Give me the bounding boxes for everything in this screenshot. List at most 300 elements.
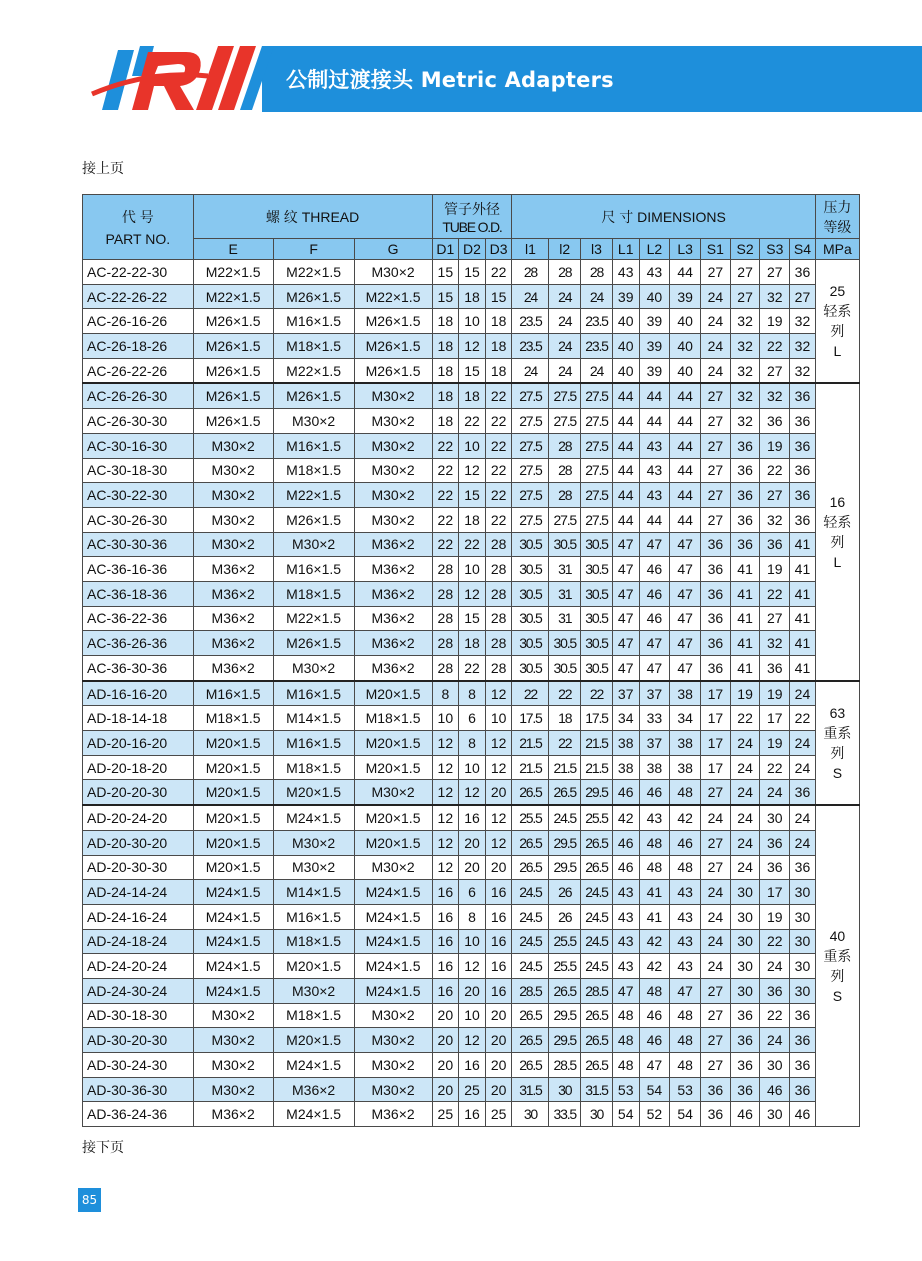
part-number-cell: AC-22-22-30 (83, 260, 194, 285)
table-cell: 8 (459, 681, 486, 706)
table-cell: M30×2 (354, 1028, 432, 1053)
table-cell: 40 (670, 309, 701, 334)
table-cell: 22 (432, 458, 459, 483)
table-cell: 36 (790, 507, 816, 532)
part-number-cell: AC-36-16-36 (83, 557, 194, 582)
table-cell: 43 (639, 483, 670, 508)
table-cell: M20×1.5 (273, 954, 354, 979)
table-cell: 24 (512, 358, 549, 383)
table-cell: M30×2 (354, 383, 432, 408)
table-cell: 12 (459, 780, 486, 805)
table-cell: 21.5 (581, 731, 613, 756)
table-cell: 22 (459, 532, 486, 557)
table-cell: 24 (701, 929, 731, 954)
table-cell: 8 (459, 731, 486, 756)
table-cell: M20×1.5 (193, 731, 273, 756)
table-cell: 41 (730, 656, 760, 681)
table-cell: 40 (670, 358, 701, 383)
table-cell: 12 (432, 805, 459, 830)
table-cell: 12 (485, 830, 512, 855)
table-cell: 32 (760, 284, 790, 309)
table-cell: 26.5 (512, 780, 549, 805)
table-row (83, 557, 860, 582)
table-cell: 20 (485, 1003, 512, 1028)
table-cell: 43 (639, 458, 670, 483)
table-cell: 38 (670, 755, 701, 780)
part-number-cell: AD-30-24-30 (83, 1053, 194, 1078)
table-cell: 22 (485, 458, 512, 483)
table-cell: 47 (639, 631, 670, 656)
part-number-cell: AC-26-22-26 (83, 358, 194, 383)
table-cell: 36 (730, 507, 760, 532)
tube-od-header (432, 195, 512, 239)
table-cell: 22 (790, 706, 816, 731)
table-cell: M36×2 (193, 656, 273, 681)
table-cell: M20×1.5 (273, 1028, 354, 1053)
table-row (83, 409, 860, 434)
part-number-cell: AD-36-24-36 (83, 1102, 194, 1127)
pressure-class-line: 40 (829, 928, 846, 945)
table-row (83, 631, 860, 656)
table-row (83, 1003, 860, 1028)
table-cell: 30 (730, 929, 760, 954)
table-cell: M16×1.5 (193, 681, 273, 706)
table-cell: 20 (485, 1028, 512, 1053)
table-cell: 43 (639, 433, 670, 458)
table-cell: 36 (730, 483, 760, 508)
part-number-cell: AD-20-30-20 (83, 830, 194, 855)
table-cell: 54 (670, 1102, 701, 1127)
table-cell: 43 (612, 260, 639, 285)
table-cell: 30 (730, 880, 760, 905)
table-cell: 6 (459, 880, 486, 905)
table-cell: 31.5 (512, 1077, 549, 1102)
table-cell: 30 (512, 1102, 549, 1127)
table-cell: 10 (459, 557, 486, 582)
table-cell: 19 (760, 681, 790, 706)
table-cell: 48 (612, 1053, 639, 1078)
table-cell: 26.5 (581, 1003, 613, 1028)
table-cell: 22 (760, 755, 790, 780)
table-cell: M20×1.5 (193, 805, 273, 830)
table-cell: M20×1.5 (354, 830, 432, 855)
table-cell: 12 (459, 334, 486, 359)
column-header: D2 (459, 239, 486, 260)
table-cell: 27 (760, 483, 790, 508)
table-cell: M16×1.5 (273, 557, 354, 582)
table-cell: 30.5 (549, 631, 581, 656)
table-cell: 19 (760, 731, 790, 756)
table-cell: 12 (485, 731, 512, 756)
table-cell: 36 (760, 532, 790, 557)
table-cell: 24.5 (512, 929, 549, 954)
table-cell: 44 (639, 409, 670, 434)
table-cell: 30 (790, 954, 816, 979)
table-cell: 12 (459, 581, 486, 606)
table-cell: 36 (790, 1077, 816, 1102)
table-cell: 24 (730, 805, 760, 830)
table-cell: 42 (612, 805, 639, 830)
table-cell: 27.5 (549, 409, 581, 434)
table-cell: 31 (549, 557, 581, 582)
table-cell: M24×1.5 (354, 880, 432, 905)
column-header: L1 (612, 239, 639, 260)
table-cell: M30×2 (354, 507, 432, 532)
table-cell: 27 (701, 458, 731, 483)
part-no-header-en: PART NO. (105, 231, 171, 247)
table-cell: M26×1.5 (193, 334, 273, 359)
table-cell: M30×2 (354, 1003, 432, 1028)
table-cell: M24×1.5 (354, 978, 432, 1003)
table-cell: 22 (512, 681, 549, 706)
table-cell: M16×1.5 (273, 681, 354, 706)
table-cell: M30×2 (354, 260, 432, 285)
table-cell: 36 (790, 383, 816, 408)
table-cell: 25.5 (549, 929, 581, 954)
table-cell: M36×2 (354, 1102, 432, 1127)
table-cell: M18×1.5 (273, 929, 354, 954)
table-cell: 24 (760, 780, 790, 805)
table-cell: 28 (432, 557, 459, 582)
table-cell: 12 (459, 458, 486, 483)
table-cell: 46 (639, 581, 670, 606)
part-number-cell: AC-30-30-36 (83, 532, 194, 557)
dimensions-header: 尺 寸 DIMENSIONS (512, 195, 815, 239)
table-cell: 28 (485, 656, 512, 681)
pressure-unit-header: MPa (815, 239, 859, 260)
table-cell: M36×2 (354, 606, 432, 631)
table-cell: M20×1.5 (354, 731, 432, 756)
table-cell: M16×1.5 (273, 433, 354, 458)
part-number-cell: AC-36-18-36 (83, 581, 194, 606)
column-header: L3 (670, 239, 701, 260)
table-cell: 37 (639, 681, 670, 706)
table-cell: 36 (760, 409, 790, 434)
table-cell: 20 (432, 1003, 459, 1028)
table-cell: 27 (701, 260, 731, 285)
table-cell: 41 (790, 532, 816, 557)
table-cell: 16 (432, 904, 459, 929)
table-cell: 43 (670, 904, 701, 929)
table-cell: 27 (760, 606, 790, 631)
table-cell: 20 (459, 855, 486, 880)
table-cell: 25 (485, 1102, 512, 1127)
table-cell: 10 (459, 755, 486, 780)
table-cell: 27.5 (581, 433, 613, 458)
table-cell: 32 (790, 358, 816, 383)
table-cell: 44 (612, 458, 639, 483)
table-cell: 27 (760, 358, 790, 383)
table-row (83, 284, 860, 309)
table-cell: M30×2 (193, 507, 273, 532)
table-cell: M30×2 (193, 483, 273, 508)
table-cell: 36 (790, 409, 816, 434)
table-cell: 44 (612, 507, 639, 532)
table-cell: 36 (730, 433, 760, 458)
table-cell: 36 (760, 978, 790, 1003)
table-cell: M26×1.5 (273, 284, 354, 309)
table-cell: 36 (790, 855, 816, 880)
table-cell: 46 (612, 830, 639, 855)
table-cell: 52 (639, 1102, 670, 1127)
table-cell: 27 (701, 483, 731, 508)
table-cell: 27.5 (512, 383, 549, 408)
table-cell: 20 (432, 1028, 459, 1053)
pressure-class-line: 重系 (823, 724, 852, 741)
table-cell: 46 (790, 1102, 816, 1127)
table-cell: 27 (701, 780, 731, 805)
table-cell: 15 (432, 260, 459, 285)
table-cell: 41 (790, 557, 816, 582)
column-header: E (193, 239, 273, 260)
table-cell: 22 (581, 681, 613, 706)
pressure-class-line: 63 (829, 704, 846, 721)
table-cell: 32 (730, 309, 760, 334)
table-cell: 16 (432, 929, 459, 954)
table-cell: 39 (670, 284, 701, 309)
table-cell: 24 (512, 284, 549, 309)
table-cell: 22 (760, 458, 790, 483)
table-cell: 24 (701, 880, 731, 905)
table-cell: M30×2 (273, 830, 354, 855)
table-cell: 47 (612, 656, 639, 681)
column-header: l3 (581, 239, 613, 260)
table-cell: 42 (639, 929, 670, 954)
table-cell: 29.5 (549, 830, 581, 855)
table-cell: 27 (760, 260, 790, 285)
pressure-class-line: S (832, 988, 843, 1005)
table-cell: M26×1.5 (193, 383, 273, 408)
table-row (83, 1053, 860, 1078)
pressure-class-cell (815, 383, 859, 680)
table-row (83, 706, 860, 731)
table-cell: 28 (485, 557, 512, 582)
table-cell: 27 (730, 284, 760, 309)
table-cell: 24.5 (512, 880, 549, 905)
part-number-cell: AC-26-26-30 (83, 383, 194, 408)
table-cell: 24 (790, 681, 816, 706)
table-cell: 22 (432, 483, 459, 508)
continued-from-note: 接上页 (82, 161, 124, 177)
table-cell: 27.5 (581, 507, 613, 532)
table-cell: 12 (459, 954, 486, 979)
part-number-cell: AD-24-16-24 (83, 904, 194, 929)
table-cell: 47 (612, 631, 639, 656)
table-cell: 12 (485, 755, 512, 780)
table-cell: 36 (790, 1053, 816, 1078)
table-cell: 46 (612, 780, 639, 805)
table-cell: 36 (730, 1077, 760, 1102)
table-cell: 36 (790, 780, 816, 805)
table-cell: M20×1.5 (354, 805, 432, 830)
table-cell: 31.5 (581, 1077, 613, 1102)
table-cell: 28 (549, 260, 581, 285)
table-cell: M36×2 (193, 606, 273, 631)
table-cell: 44 (612, 409, 639, 434)
tube-od-header-en: TUBE O.D. (442, 218, 502, 235)
table-cell: 36 (701, 557, 731, 582)
table-cell: 32 (760, 383, 790, 408)
column-header: G (354, 239, 432, 260)
table-cell: 18 (485, 309, 512, 334)
table-cell: 20 (485, 855, 512, 880)
pressure-class-line: 列 (830, 744, 845, 761)
table-cell: 18 (459, 284, 486, 309)
table-cell: M22×1.5 (193, 284, 273, 309)
table-cell: 20 (459, 830, 486, 855)
table-cell: 30 (730, 978, 760, 1003)
table-cell: 30 (581, 1102, 613, 1127)
table-cell: 24.5 (581, 880, 613, 905)
table-cell: 18 (485, 334, 512, 359)
table-cell: 18 (549, 706, 581, 731)
table-cell: 36 (701, 656, 731, 681)
table-cell: M24×1.5 (354, 954, 432, 979)
table-cell: 24 (701, 309, 731, 334)
table-cell: 47 (670, 978, 701, 1003)
table-cell: 44 (670, 507, 701, 532)
table-row (83, 1077, 860, 1102)
table-row (83, 954, 860, 979)
table-cell: 31 (549, 581, 581, 606)
table-row (83, 581, 860, 606)
table-cell: 38 (612, 755, 639, 780)
pressure-class-line: S (832, 764, 843, 781)
pressure-class-cell (815, 681, 859, 805)
table-cell: M30×2 (273, 978, 354, 1003)
table-cell: 22 (485, 409, 512, 434)
table-cell: M24×1.5 (273, 1053, 354, 1078)
table-cell: 17 (760, 706, 790, 731)
table-cell: 44 (670, 409, 701, 434)
table-cell: 44 (639, 507, 670, 532)
table-cell: M30×2 (354, 483, 432, 508)
table-cell: 47 (639, 656, 670, 681)
table-cell: 16 (459, 1102, 486, 1127)
table-cell: 27 (730, 260, 760, 285)
pressure-class-line: 25 (829, 283, 846, 300)
table-cell: M18×1.5 (273, 1003, 354, 1028)
table-cell: 41 (639, 880, 670, 905)
table-cell: M36×2 (354, 581, 432, 606)
table-cell: 36 (701, 1077, 731, 1102)
table-cell: 48 (612, 1003, 639, 1028)
table-cell: 17 (760, 880, 790, 905)
table-cell: 36 (730, 1003, 760, 1028)
table-cell: 36 (790, 1003, 816, 1028)
part-number-cell: AC-30-22-30 (83, 483, 194, 508)
table-cell: 53 (670, 1077, 701, 1102)
pressure-class-cell (815, 260, 859, 384)
table-cell: M16×1.5 (273, 731, 354, 756)
table-cell: 36 (730, 532, 760, 557)
table-cell: M22×1.5 (354, 284, 432, 309)
table-cell: 20 (432, 1077, 459, 1102)
table-cell: 15 (459, 358, 486, 383)
table-cell: 18 (432, 309, 459, 334)
table-cell: M30×2 (354, 1053, 432, 1078)
table-cell: M26×1.5 (193, 309, 273, 334)
table-cell: M26×1.5 (354, 358, 432, 383)
part-number-cell: AD-20-18-20 (83, 755, 194, 780)
part-number-cell: AD-30-18-30 (83, 1003, 194, 1028)
column-header: l2 (549, 239, 581, 260)
pressure-class-cell (815, 805, 859, 1126)
table-cell: 26.5 (581, 1053, 613, 1078)
table-cell: 39 (639, 334, 670, 359)
table-cell: 36 (701, 631, 731, 656)
table-cell: 28 (432, 631, 459, 656)
table-cell: 27.5 (581, 383, 613, 408)
table-cell: 36 (790, 260, 816, 285)
table-cell: 27.5 (581, 483, 613, 508)
table-cell: M24×1.5 (273, 805, 354, 830)
table-row (83, 260, 860, 285)
part-number-cell: AD-24-30-24 (83, 978, 194, 1003)
table-cell: 28 (432, 606, 459, 631)
table-cell: 27.5 (512, 458, 549, 483)
page-title: 公制过渡接头 Metric Adapters (286, 68, 614, 92)
table-cell: 43 (612, 954, 639, 979)
table-cell: 44 (670, 383, 701, 408)
table-cell: 18 (432, 358, 459, 383)
pressure-class-line: 轻系 (823, 514, 852, 531)
table-cell: 18 (459, 507, 486, 532)
table-cell: 19 (760, 433, 790, 458)
table-cell: 22 (730, 706, 760, 731)
table-cell: 16 (432, 880, 459, 905)
part-number-cell: AC-22-26-22 (83, 284, 194, 309)
table-cell: 22 (432, 433, 459, 458)
table-cell: M22×1.5 (273, 483, 354, 508)
table-cell: 22 (485, 260, 512, 285)
table-cell: 12 (432, 780, 459, 805)
table-cell: M22×1.5 (273, 260, 354, 285)
table-cell: 6 (459, 706, 486, 731)
table-cell: M36×2 (354, 631, 432, 656)
table-cell: 41 (790, 581, 816, 606)
table-row (83, 507, 860, 532)
table-cell: 30 (790, 978, 816, 1003)
table-cell: 15 (459, 260, 486, 285)
part-number-cell: AD-18-14-18 (83, 706, 194, 731)
part-no-header (83, 195, 194, 260)
table-cell: 22 (549, 681, 581, 706)
pressure-header-line2: 等级 (823, 218, 852, 235)
table-cell: 44 (612, 483, 639, 508)
table-cell: 24 (549, 309, 581, 334)
table-cell: 30.5 (581, 631, 613, 656)
pressure-class-line: 列 (830, 968, 845, 985)
table-cell: 32 (730, 358, 760, 383)
table-cell: M30×2 (354, 1077, 432, 1102)
table-cell: M20×1.5 (193, 755, 273, 780)
table-cell: 16 (485, 880, 512, 905)
table-cell: 12 (432, 731, 459, 756)
table-cell: M20×1.5 (354, 681, 432, 706)
table-cell: M30×2 (193, 433, 273, 458)
table-cell: 26.5 (512, 830, 549, 855)
table-cell: 17 (701, 755, 731, 780)
table-cell: 42 (670, 805, 701, 830)
table-cell: 10 (459, 309, 486, 334)
table-cell: 18 (459, 631, 486, 656)
table-cell: 25 (459, 1077, 486, 1102)
table-row (83, 978, 860, 1003)
table-cell: M30×2 (354, 780, 432, 805)
table-cell: 48 (639, 978, 670, 1003)
table-cell: 27 (701, 1003, 731, 1028)
